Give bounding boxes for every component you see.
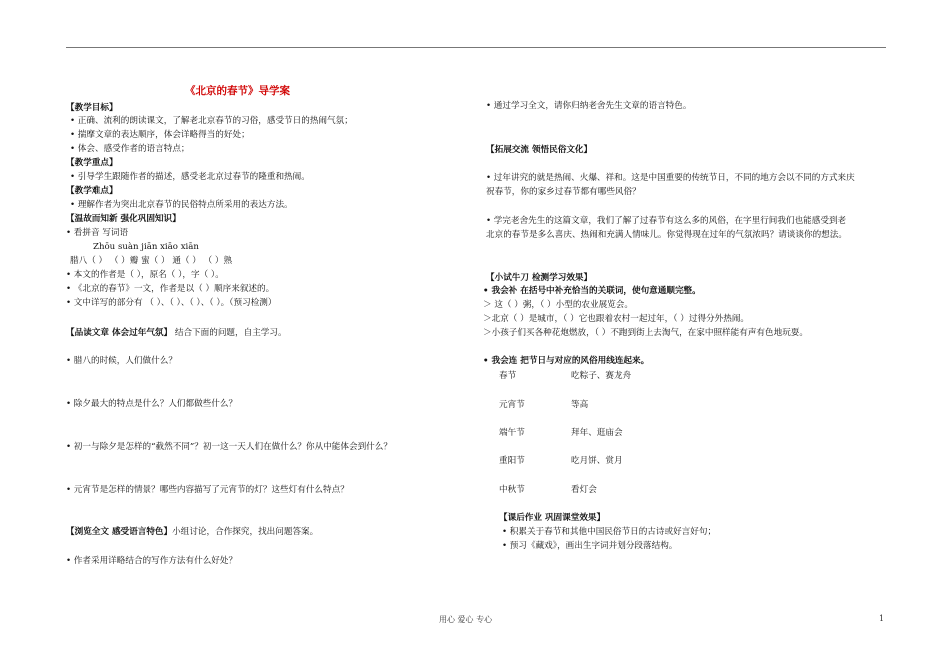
footer-text: 用心 爱心 专心 [439,615,493,624]
custom-name: 等高 [571,400,589,410]
focus-heading: 【教学重点】 [66,158,118,168]
homework-heading: 【课后作业 巩固课堂效果】 [499,513,606,523]
review-item: • 本文的作者是（ ），原名（ ），字（ ）。 [66,270,224,280]
custom-name: 吃月饼、赏月 [571,456,623,466]
fill-item: ＞北京（ ）是城市，（ ）它也跟着农村一起过年，（ ）过得分外热闹。 [483,314,750,324]
read-question: • 元宵节是怎样的情景？哪些内容描写了元宵节的灯？这些灯有什么特点？ [66,485,349,495]
read-question: • 除夕最大的特点是什么？人们都做些什么？ [66,399,238,409]
fill-item: ＞ 这（ ）粥，（ ）小型的农业展览会。 [483,300,633,310]
festival-name: 重阳节 [499,456,525,466]
browse-heading: 【浏览全文 感受语言特色】 [66,527,173,537]
test-heading: 【小试牛刀 检测学习效果】 [486,273,593,283]
festival-name: 端午节 [499,428,525,438]
read-section [66,328,287,339]
extend-question-line: 北京的春节是多么喜庆、热闹和充满人情味儿。你觉得现在过年的气氛浓吗？请谈谈你的想法。 [486,230,847,240]
review-item: • 《北京的春节》一文，作者是以（ ）顺序来叙述的。 [66,284,275,294]
custom-name: 吃粽子、赛龙舟 [571,371,632,381]
custom-name: 拜年、逛庙会 [571,428,623,438]
festival-name: 春节 [499,371,517,381]
goal-item: • 体会、感受作者的语言特点； [70,144,190,154]
extend-heading: 【拓展交流 领悟民俗文化】 [486,145,593,155]
goal-item: • 揣摩文章的表达顺序，体会详略得当的好处； [70,130,250,140]
review-heading: 【温故而知新 强化巩固知识】 [66,214,181,224]
language-question: • 通过学习全文，请你归纳老舍先生文章的语言特色。 [486,101,692,111]
extend-question-line: • 学完老舍先生的这篇文章，我们了解了过春节有这么多的风俗，在字里行间我们也能感受到老 [486,216,847,226]
fill-heading: • 我会补 在括号中补充恰当的关联词，使句意通顺完整。 [483,286,701,296]
homework-item: • 积累关于春节和其他中国民俗节日的古诗或好言好句； [502,527,717,537]
pinyin-row: Zhōu suàn jiān xiāo xiān [93,242,199,252]
fill-item: ＞小孩子们买各种花炮燃放，（ ）不跑到街上去淘气，在家中照样能有声有色地玩耍。 [483,328,808,338]
read-question: • 初一与除夕是怎样的“截然不同”？初一这一天人们在做什么？你从中能体会到什么？ [66,442,392,452]
festival-name: 元宵节 [499,400,525,410]
focus-item: • 引导学生跟随作者的描述，感受老北京过春节的隆重和热闹。 [70,172,310,182]
difficulty-item: • 理解作者为突出北京春节的民俗特点所采用的表达方法。 [70,200,293,210]
review-item: • 文中详写的部分有 （ ）、（ ）、（ ）、（ ）。（预习检测） [66,298,277,308]
goals-heading: 【教学目标】 [66,103,118,113]
document-title: 《北京的春节》导学案 [185,85,290,97]
read-question: • 腊八的时候，人们做什么？ [66,356,177,366]
difficulty-heading: 【教学难点】 [66,186,118,196]
browse-question: • 作者采用详略结合的写作方法有什么好处？ [66,556,238,566]
browse-section [66,527,318,538]
homework-item: • 预习《藏戏》，画出生字词并划分段落结构。 [502,541,678,551]
page-number: 1 [879,614,885,623]
header-rule [66,47,886,48]
browse-intro: 小组讨论，合作探究，找出问题答案。 [172,527,319,537]
read-intro: 结合下面的问题，自主学习。 [172,328,287,338]
match-heading: • 我会连 把节日与对应的风俗用线连起来。 [483,356,650,366]
extend-question-line: • 过年讲究的就是热闹、火爆、祥和。这是中国重要的传统节日，不同的地方会以不同的方式来庆 [486,173,855,183]
extend-question-line: 祝春节，你的家乡过春节都有哪些风俗？ [486,187,641,197]
read-heading: 【品读文章 体会过年气氛】 [66,328,173,338]
festival-name: 中秋节 [499,485,525,495]
goal-item: • 正确、流利的朗读课文，了解老北京春节的习俗，感受节日的热闹气氛； [70,116,353,126]
custom-name: 看灯会 [571,485,597,495]
word-blanks-row: 腊八（ ） （ ）瓣 蜜（ ） 通（ ） （ ）熟 [70,256,233,266]
pinyin-title: • 看拼音 写词语 [66,228,129,238]
